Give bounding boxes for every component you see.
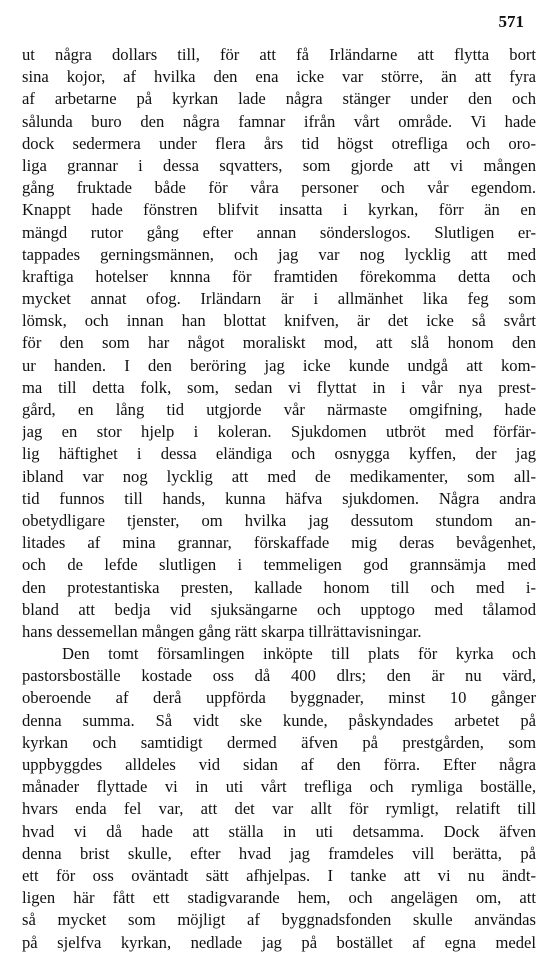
text-line: Knappt hade fönstren blifvit insatta i kyrkan, förr än en bbox=[22, 200, 536, 220]
text-line: pastorsboställe kostade oss då 400 dlrs; den är nu värd, bbox=[22, 666, 536, 686]
text-line: obetydligare tjenster, om hvilka jag dessutom stundom an- bbox=[22, 510, 536, 530]
body-text bbox=[22, 44, 536, 954]
text-line: denna summa. Så vidt ske kunde, påskyndades arbetet på bbox=[22, 710, 536, 730]
text-line: kyrkan och samtidigt dermed äfven på prestgården, som bbox=[22, 732, 536, 752]
text-line: jag en stor hjelp i koleran. Sjukdomen utbröt med förfär- bbox=[22, 422, 536, 442]
text-line: på sjelfva kyrkan, nedlade jag på bostället af egna medel bbox=[22, 932, 536, 952]
text-line: den protestantiska presten, kallade honom till och med i- bbox=[22, 577, 536, 597]
text-line: denna brist skulle, efter hvad jag framdeles vill berätta, på bbox=[22, 843, 536, 863]
text-line: uppbyggdes alldeles vid sidan af den förra. Efter några bbox=[22, 755, 536, 774]
text-line: hvad vi då hade att ställa in uti detsamma. Dock äfven bbox=[22, 821, 536, 841]
text-line: dock sedermera under flera års tid högst otrefliga och oro- bbox=[22, 133, 536, 153]
text-line: ut några dollars till, för att få Irländarne att flytta bort bbox=[22, 45, 536, 64]
text-line: gång fruktade både för våra personer och vår egendom. bbox=[22, 178, 536, 198]
text-line: tid funnos till hands, kunna häfva sjukdomen. Några andra bbox=[22, 488, 536, 508]
text-line: litades af mina grannar, förskaffade mig deras bevågenhet, bbox=[22, 533, 536, 553]
text-line: tappades gerningsmännen, och jag var nog lycklig att med bbox=[22, 244, 536, 264]
text-line: mycket annat ofog. Irländarn är i allmänhet lika feg som bbox=[22, 289, 536, 309]
text-line: oberoende af derå uppförda byggnader, minst 10 gånger bbox=[22, 688, 536, 708]
text-line: lig häftighet i dessa eländiga och osnygga kyffen, der jag bbox=[22, 444, 536, 464]
text-line: ligen här fått ett stadigvarande hem, och angelägen om, att bbox=[22, 888, 536, 908]
text-line: kraftiga hotelser knnna för framtiden förekomma detta och bbox=[22, 266, 536, 286]
text-line: sålunda buro den några famnar ifrån vårt område. Vi hade bbox=[22, 111, 536, 131]
text-line: ibland var nog lycklig att med de medikamenter, som all- bbox=[22, 466, 536, 486]
text-line: liga grannar i dessa sqvatters, som gjorde att vi mången bbox=[22, 155, 536, 175]
text-line: sina kojor, af hvilka den ena icke var större, än att fyra bbox=[22, 67, 536, 87]
text-line: månader flyttade vi in uti vårt trefliga och rymliga boställe, bbox=[22, 777, 536, 797]
text-line: bland att bedja vid sjuksängarne och upptogo med tålamod bbox=[22, 599, 536, 619]
text-line: så mycket som möjligt af byggnadsfonden skulle användas bbox=[22, 910, 536, 930]
text-line: mängd rutor gång efter annan sönderslogos. Slutligen er- bbox=[22, 222, 536, 242]
text-line: ma till detta folk, som, sedan vi flyttat in i vår nya prest- bbox=[22, 377, 536, 397]
text-line: ur handen. I den beröring jag icke kunde undgå att kom- bbox=[22, 355, 536, 375]
text-line: af arbetarne på kyrkan lade några stänger under den och bbox=[22, 89, 536, 109]
text-line: Den tomt församlingen inköpte till plats för kyrka och bbox=[62, 644, 536, 664]
text-line: lömsk, och innan han blottat knifven, är det icke så svårt bbox=[22, 311, 536, 331]
text-line: gård, en lång tid utgjorde vår närmaste omgifning, hade bbox=[22, 400, 536, 419]
text-line: hans dessemellan mången gång rätt skarpa tillrättavisningar. bbox=[22, 621, 422, 641]
text-line: för den som har något moraliskt mod, att slå honom den bbox=[22, 333, 536, 353]
text-line: och de lefde slutligen i temmeligen god grannsämja med bbox=[22, 555, 536, 575]
text-line: ett för oss oväntadt sätt afhjelpas. I tanke att vi nu ändt- bbox=[22, 865, 536, 885]
page-number: 571 bbox=[498, 12, 524, 31]
text-line: hvars enda fel var, att det var allt för rymligt, relatift till bbox=[22, 799, 536, 819]
